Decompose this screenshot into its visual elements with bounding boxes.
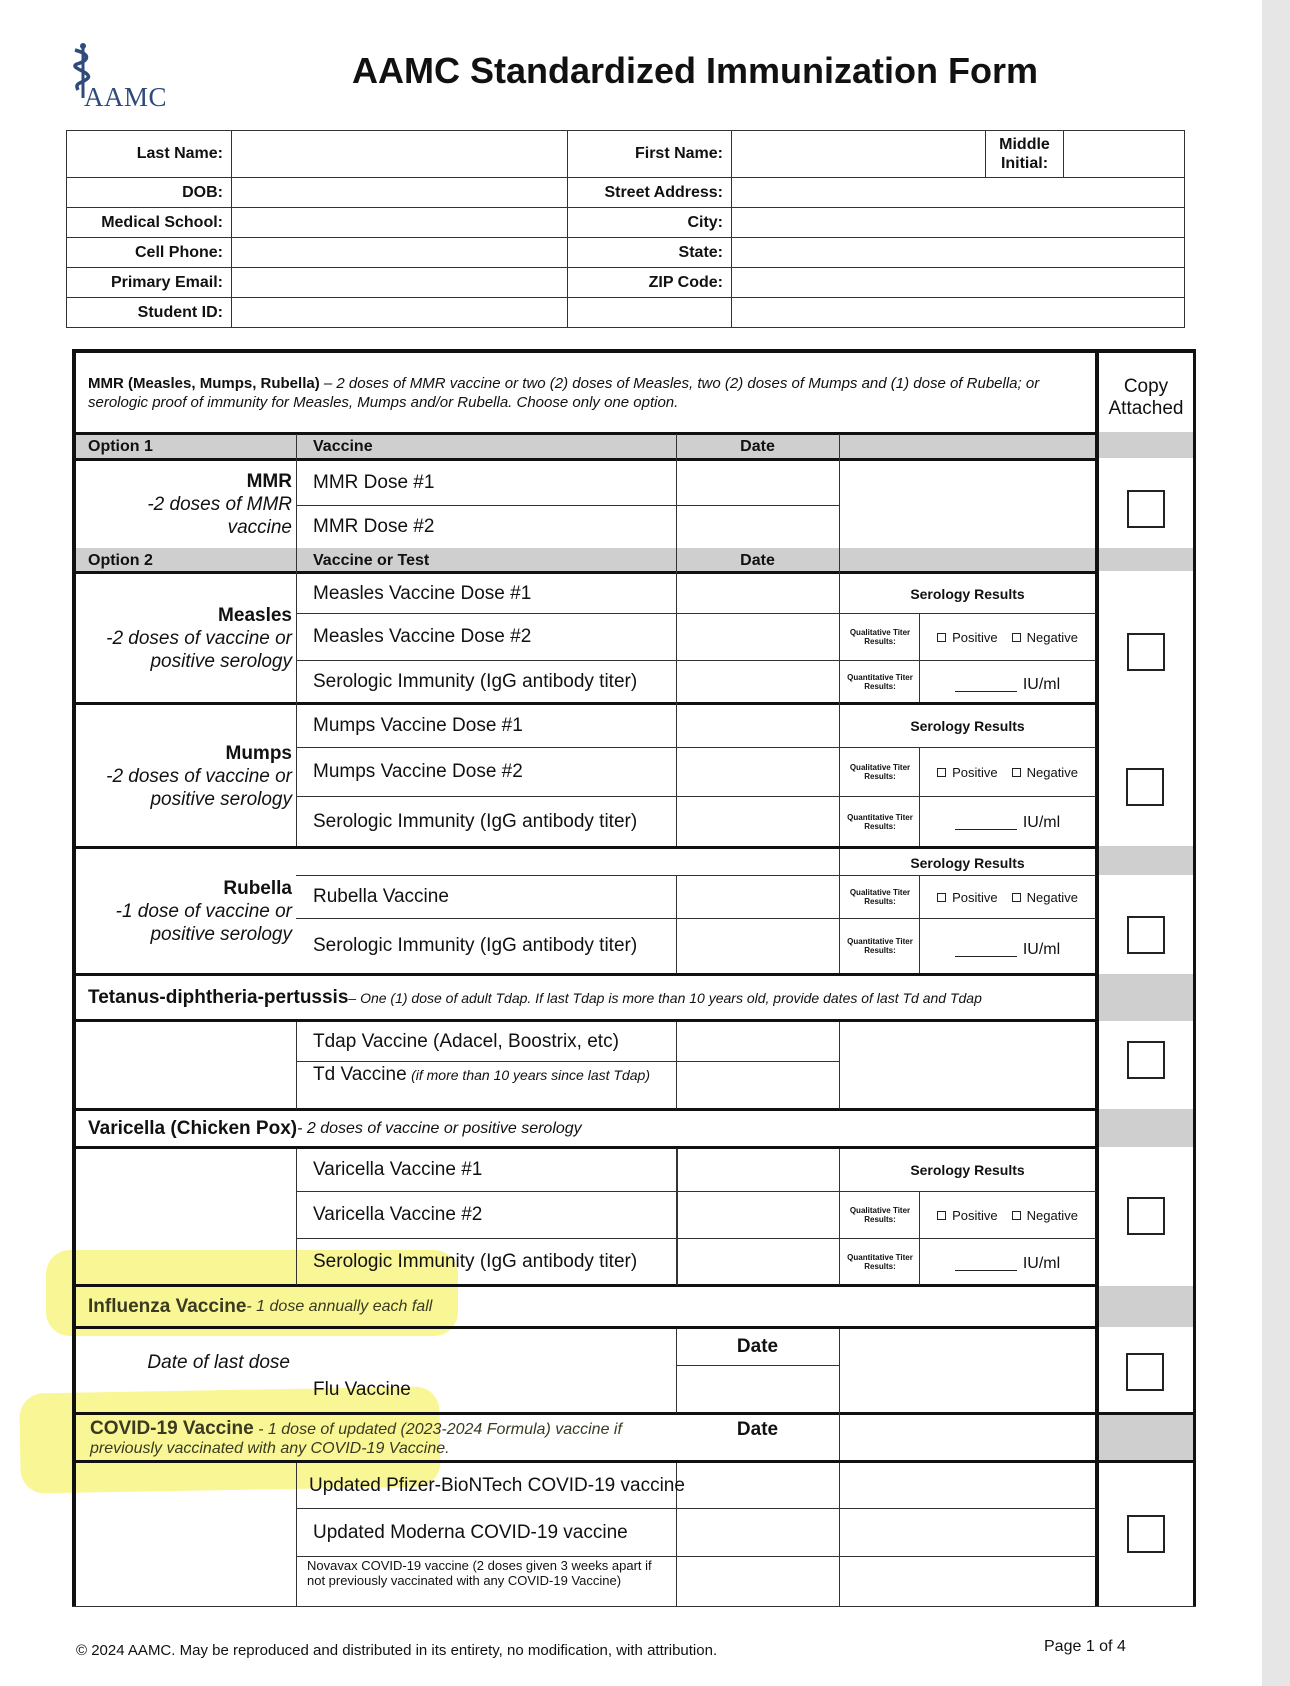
mumps-label-block [95,742,292,811]
aamc-logo [70,42,170,112]
varicella-copy-checkbox[interactable] [1127,1197,1165,1235]
mmr-label: MMR [246,471,292,492]
mmr-copy-checkbox[interactable] [1127,490,1165,528]
varicella-dose2-label: Varicella Vaccine #2 [313,1204,483,1225]
varicella-description: - 2 doses of vaccine or positive serology [297,1120,582,1137]
flu-vaccine-label: Flu Vaccine [313,1379,411,1400]
measles-dose2-label: Measles Vaccine Dose #2 [313,626,532,647]
copy-col-band [1098,846,1193,875]
row-line [72,1606,1196,1607]
col-line [296,1463,297,1606]
mmr-dose1-label: MMR Dose #1 [313,472,435,493]
varicella-title: Varicella (Chicken Pox) [88,1118,298,1139]
td-vaccine-label: Td Vaccine [313,1064,407,1085]
rubella-titer-label: Serologic Immunity (IgG antibody titer) [313,935,638,956]
row-line [296,1061,839,1062]
rubella-copy-checkbox[interactable] [1127,916,1165,954]
blank-cell [568,298,732,328]
varicella-dose1-label: Varicella Vaccine #1 [313,1159,483,1180]
positive-label: Positive [952,889,998,905]
negative-label: Negative [1026,764,1078,780]
middle-initial-label: Middle Initial: [986,131,1064,178]
table-border [72,1412,1196,1415]
unit-label: IU/ml [1022,675,1061,693]
unit-label: IU/ml [1022,941,1061,958]
influenza-copy-checkbox[interactable] [1126,1353,1164,1391]
rubella-serology-header: Serology Results [910,854,1025,871]
tdap-vaccine-label: Tdap Vaccine (Adacel, Boostrix, etc) [313,1030,619,1052]
mumps-titer-blank[interactable] [955,816,1017,830]
table-border [72,432,1096,435]
rubella-titer-blank[interactable] [955,943,1017,957]
dob-field[interactable] [232,178,568,208]
varicella-negative-checkbox[interactable] [1012,1211,1021,1220]
varicella-titer-blank[interactable] [955,1257,1017,1271]
influenza-date-header: Date [736,1336,779,1357]
mumps-dose2-label: Mumps Vaccine Dose #2 [313,761,523,782]
mumps-desc: -2 doses of vaccine or positive serology [106,766,292,810]
city-field[interactable] [732,208,1185,238]
mumps-qualitative-options [920,748,1095,796]
covid-date-header: Date [736,1419,779,1440]
mumps-copy-checkbox[interactable] [1126,768,1164,806]
option2-header-band [73,548,1096,571]
negative-label: Negative [1026,1207,1078,1223]
qualitative-label: Qualitative Titer Results: [849,763,911,781]
last-name-field[interactable] [232,131,568,178]
copy-col-band [1098,1286,1193,1327]
mumps-label: Mumps [225,743,292,764]
unit-label: IU/ml [1022,1254,1061,1272]
quantitative-label: Quantitative Titer Results: [847,812,913,831]
table-border [1193,349,1196,1607]
medical-school-field[interactable] [232,208,568,238]
first-name-label: First Name: [568,131,732,178]
tdap-title: Tetanus-diphtheria-pertussis [88,987,349,1008]
tdap-heading [88,976,1088,1020]
street-address-field[interactable] [732,178,1185,208]
mmr-option-label [110,470,292,539]
measles-desc: -2 doses of vaccine or positive serology [106,628,292,672]
mmr-dose1-date[interactable] [677,461,838,504]
col-line [676,1149,678,1285]
state-label: State: [568,238,732,268]
mmr-dose2-date[interactable] [677,506,838,548]
mmr-description: – 2 doses of MMR vaccine or two (2) doses of Measles, two (2) doses of Mumps and (1) dose of Rubella; or serologic proof of immunity for Measles, Mumps and/or Rubella. Choose only one option. [88,375,1040,411]
positive-label: Positive [952,1207,998,1223]
zip-code-label: ZIP Code: [568,268,732,298]
date-col-header: Date [740,551,775,569]
qualitative-label: Qualitative Titer Results: [849,888,911,906]
qualitative-label: Qualitative Titer Results: [849,1206,911,1224]
rubella-label: Rubella [223,878,292,899]
measles-label: Measles [218,605,292,626]
mumps-positive-checkbox[interactable] [937,768,946,777]
negative-label: Negative [1026,629,1078,645]
table-border [72,349,76,1607]
mumps-negative-checkbox[interactable] [1012,768,1021,777]
rubella-qualitative-options [920,876,1095,918]
col-line [839,434,840,846]
copy-attached-header: Copy Attached [1108,376,1184,419]
col-line [296,434,297,846]
copy-col-band [1098,1109,1193,1147]
influenza-description: - 1 dose annually each fall [246,1298,433,1315]
varicella-serology-header: Serology Results [910,1162,1025,1178]
quantitative-label: Quantitative Titer Results: [847,1253,913,1271]
date-of-last-dose-label: Date of last dose [147,1352,290,1373]
table-border [72,349,1196,353]
zip-code-field[interactable] [732,268,1185,298]
varicella-positive-checkbox[interactable] [937,1211,946,1220]
student-id-label: Student ID: [67,298,232,328]
footer-copyright: © 2024 AAMC. May be reproduced and distributed in its entirety, no modification, with attribution. [76,1642,718,1659]
measles-titer-label: Serologic Immunity (IgG antibody titer) [313,670,638,692]
cell-phone-field[interactable] [232,238,568,268]
personal-info-table [66,130,1185,328]
rubella-positive-checkbox[interactable] [937,893,946,902]
influenza-title: Influenza Vaccine [88,1296,247,1317]
col-line [839,1463,840,1606]
covid-title: COVID-19 Vaccine [90,1418,254,1439]
covid-heading [90,1419,680,1458]
td-vaccine-note: (if more than 10 years since last Tdap) [411,1067,650,1083]
cell-phone-label: Cell Phone: [67,238,232,268]
rubella-desc: -1 dose of vaccine or positive serology [115,901,292,945]
primary-email-label: Primary Email: [67,268,232,298]
logo-text: AAMC [84,82,168,112]
last-name-label: Last Name: [67,131,232,178]
first-name-field[interactable] [732,131,986,178]
copy-col-band [1098,432,1193,458]
dob-label: DOB: [67,178,232,208]
varicella-quantitative-field[interactable] [920,1242,1095,1285]
measles-label-block [95,604,292,673]
mmr-option-desc: -2 doses of MMR vaccine [147,494,292,538]
covid-description: - 1 dose of updated (2023-2024 Formula) vaccine if previously vaccinated with any COVID-19 Vaccine. [90,1421,622,1457]
vaccine-or-test-col-header: Vaccine or Test [313,551,430,569]
table-border [72,458,1096,461]
col-line [839,1329,840,1460]
row-line [296,1556,1096,1557]
unit-label: IU/ml [1022,814,1061,831]
qualitative-label: Qualitative Titer Results: [849,628,911,646]
city-label: City: [568,208,732,238]
measles-positive-checkbox[interactable] [937,633,946,642]
col-line [676,875,677,973]
mumps-quantitative-field[interactable] [920,800,1095,846]
option1-header-band [73,434,1096,458]
moderna-vaccine-label: Updated Moderna COVID-19 vaccine [313,1521,628,1543]
measles-titer-blank[interactable] [955,678,1017,692]
option1-label: Option 1 [88,438,153,455]
tdap-copy-checkbox[interactable] [1127,1041,1165,1079]
td-vaccine-block [313,1066,673,1084]
mumps-titer-label: Serologic Immunity (IgG antibody titer) [313,810,638,832]
col-line [296,1022,297,1109]
quantitative-label: Quantitative Titer Results: [847,672,913,691]
date-col-header: Date [740,438,775,455]
copy-col-band [1098,1413,1193,1462]
measles-serology-header: Serology Results [910,585,1025,602]
vaccine-col-header: Vaccine [313,438,373,455]
measles-dose1-label: Measles Vaccine Dose #1 [313,582,532,604]
pfizer-vaccine-label: Updated Pfizer-BioNTech COVID-19 vaccine [309,1474,685,1496]
varicella-heading [88,1111,1088,1147]
positive-label: Positive [952,629,998,645]
measles-negative-checkbox[interactable] [1012,633,1021,642]
page-title: AAMC Standardized Immunization Form [352,50,1039,91]
mmr-dose2-label: MMR Dose #2 [313,516,435,537]
col-line [676,1022,677,1109]
state-field[interactable] [732,238,1185,268]
varicella-titer-label: Serologic Immunity (IgG antibody titer) [313,1251,638,1272]
primary-email-field[interactable] [232,268,568,298]
student-id-field[interactable] [232,298,568,328]
blank-cell [732,298,1185,328]
measles-copy-checkbox[interactable] [1127,633,1165,671]
negative-label: Negative [1026,889,1078,905]
rubella-negative-checkbox[interactable] [1012,893,1021,902]
copy-col-band [1098,974,1193,1021]
table-border [1095,349,1099,1607]
rubella-vaccine-label: Rubella Vaccine [313,886,449,907]
col-line [839,1022,840,1109]
measles-quantitative-field[interactable] [920,664,1095,705]
novavax-vaccine-label: Novavax COVID-19 vaccine (2 doses given 3 weeks apart if not previously vaccinated with any COVID-19 Vaccine) [307,1558,652,1588]
tdap-description: – One (1) dose of adult Tdap. If last Tdap is more than 10 years old, provide dates of last Td and Tdap [348,990,982,1006]
street-address-label: Street Address: [568,178,732,208]
influenza-heading [88,1287,988,1327]
rubella-label-block [95,877,292,946]
covid-copy-checkbox[interactable] [1127,1515,1165,1553]
rubella-quantitative-field[interactable] [920,924,1095,976]
mmr-title: MMR (Measles, Mumps, Rubella) [88,375,320,392]
col-line [296,1149,297,1285]
mmr-heading [88,374,1088,412]
middle-initial-field[interactable] [1064,131,1185,178]
quantitative-label: Quantitative Titer Results: [847,937,913,955]
positive-label: Positive [952,764,998,780]
mumps-dose1-label: Mumps Vaccine Dose #1 [313,715,523,736]
varicella-qualitative-options [920,1192,1095,1238]
mumps-serology-header: Serology Results [910,718,1025,734]
copy-col-band [1098,548,1193,571]
page-number: Page 1 of 4 [1044,1638,1126,1655]
flu-vaccine-date[interactable] [677,1366,838,1412]
medical-school-label: Medical School: [67,208,232,238]
option2-label: Option 2 [88,551,153,569]
measles-qualitative-options [920,614,1095,660]
